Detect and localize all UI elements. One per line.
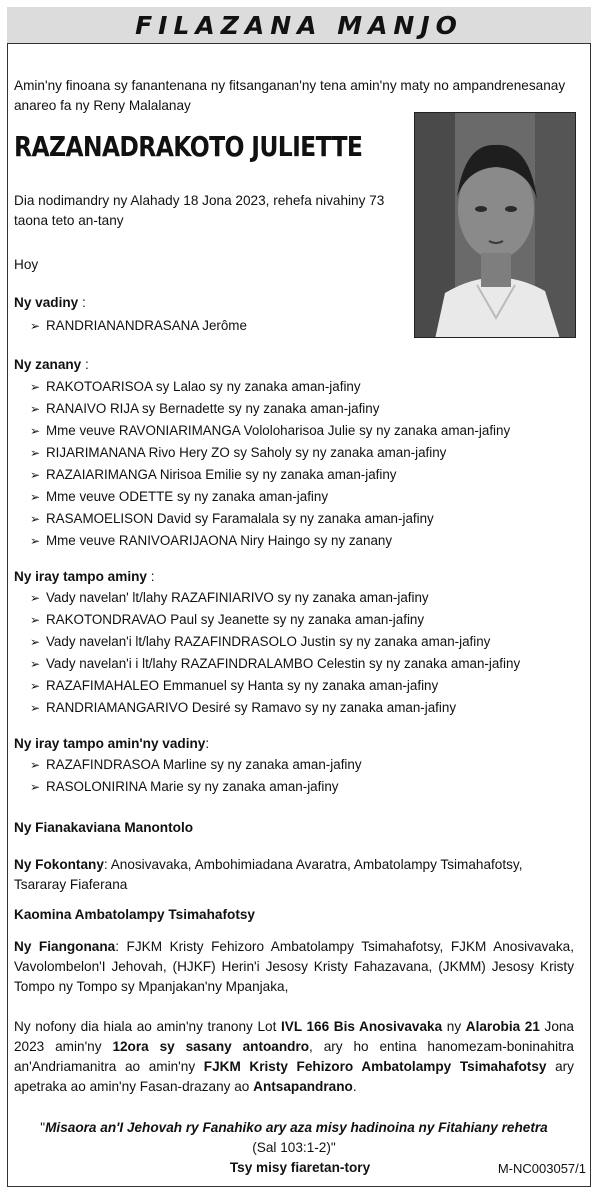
nofony-text-2: ny (442, 1019, 466, 1034)
list-item-text: RASOLONIRINA Marie sy ny zanaka aman-jafiny (46, 779, 339, 794)
list-item-text: RIJARIMANANA Rivo Hery ZO sy Saholy sy ny zanaka aman-jafiny (46, 445, 447, 460)
nofony-address: IVL 166 Bis Anosivavaka (280, 1019, 443, 1034)
list-item (30, 530, 510, 552)
nofony-time: 12ora sy sasany antoandro (112, 1039, 310, 1054)
list-item (30, 653, 520, 675)
heading-colon: : (81, 357, 89, 372)
heading-text: Ny zanany (14, 357, 82, 372)
list-item (30, 754, 362, 776)
portrait-image (415, 113, 576, 338)
bible-quote (14, 1118, 574, 1158)
nofony-text-1: Ny nofony dia hiala ao amin'ny tranony Lot (14, 1019, 281, 1034)
arrow-icon: ➢ (30, 424, 41, 438)
arrow-icon: ➢ (30, 613, 41, 627)
list-item-text: Vady navelan' lt/lahy RAZAFINIARIVO sy ny zanaka aman-jafiny (46, 590, 429, 605)
list-item-text: RAKOTONDRAVAO Paul sy Jeanette sy ny zanaka aman-jafiny (46, 612, 425, 627)
arrow-icon: ➢ (30, 319, 41, 333)
fianakaviana-heading: Ny Fianakaviana Manontolo (14, 820, 194, 835)
fokontany-label: Ny Fokontany (14, 857, 104, 872)
list-item (30, 315, 247, 337)
list-item-text: RAKOTOARISOA sy Lalao sy ny zanaka aman-jafiny (46, 379, 361, 394)
list-item (30, 508, 510, 530)
arrow-icon: ➢ (30, 701, 41, 715)
list-item (30, 587, 520, 609)
nofony-text-6: . (352, 1079, 357, 1094)
list-item-text: RANAIVO RIJA sy Bernadette sy ny zanaka aman-jafiny (46, 401, 380, 416)
list-item (30, 376, 510, 398)
zanany-list (30, 376, 510, 552)
arrow-icon: ➢ (30, 446, 41, 460)
list-item-text: Vady navelan'i lt/lahy RAZAFINDRASOLO Justin sy ny zanaka aman-jafiny (46, 634, 491, 649)
list-item-text: RANDRIAMANGARIVO Desiré sy Ramavo sy ny zanaka aman-jafiny (46, 700, 457, 715)
arrow-icon: ➢ (30, 635, 41, 649)
heading-colon: : (205, 736, 210, 751)
nofony-day: Alarobia 21 (465, 1019, 540, 1034)
nofony-text-5: ary apetraka ao amin'ny Fasan-drazany ao (14, 1059, 574, 1094)
list-item-text: RANDRIANANDRASANA Jerôme (46, 318, 247, 333)
list-item (30, 442, 510, 464)
fokontany-paragraph (14, 855, 574, 895)
arrow-icon: ➢ (30, 679, 41, 693)
list-item (30, 675, 520, 697)
list-item (30, 631, 520, 653)
iray-tampo-list (30, 587, 520, 719)
header-banner (7, 7, 591, 44)
no-wake-notice: Tsy misy fiaretan-tory (229, 1160, 371, 1175)
quote-reference: (Sal 103:1-2)" (252, 1140, 336, 1155)
list-item-text: Mme veuve RANIVOARIJAONA Niry Haingo sy ny zanany (46, 533, 393, 548)
page-title: FILAZANA MANJO (135, 10, 463, 40)
arrow-icon: ➢ (30, 380, 41, 394)
nofony-church: FJKM Kristy Fehizoro Ambatolampy Tsimahafotsy (203, 1059, 547, 1074)
heading-text: Ny vadiny (14, 295, 79, 310)
arrow-icon: ➢ (30, 591, 41, 605)
list-item (30, 609, 520, 631)
section-heading-vadiny (14, 293, 86, 313)
kaomina-heading: Kaomina Ambatolampy Tsimahafotsy (14, 907, 255, 922)
arrow-icon: ➢ (30, 534, 41, 548)
heading-text: Ny iray tampo amin'ny vadiny (14, 736, 206, 751)
quote-open-mark: " (40, 1120, 46, 1135)
list-item-text: RAZAFIMAHALEO Emmanuel sy Hanta sy ny zanaka aman-jafiny (46, 678, 439, 693)
arrow-icon: ➢ (30, 468, 41, 482)
arrow-icon: ➢ (30, 758, 41, 772)
list-item (30, 464, 510, 486)
list-item (30, 776, 362, 798)
deceased-name: RAZANADRAKOTO JULIETTE (14, 130, 363, 163)
nofony-burial-place: Antsapandrano (253, 1079, 353, 1094)
list-item-text: Vady navelan'i i lt/lahy RAZAFINDRALAMBO Celestin sy ny zanaka aman-jafiny (46, 656, 521, 671)
death-announcement: Dia nodimandry ny Alahady 18 Jona 2023, rehefa nivahiny 73 taona teto an-tany (14, 193, 385, 228)
list-item-text: Mme veuve ODETTE sy ny zanaka aman-jafiny (46, 489, 329, 504)
vadiny-list (30, 315, 247, 337)
nofony-text-4: , ary ho entina hanomezam-boninahitra an'Andriamanitra ao amin'ny (14, 1039, 574, 1074)
fiangonana-text: : FJKM Kristy Fehizoro Ambatolampy Tsimahafotsy, FJKM Anosivavaka, Vavolombelon'I Jehovah, (HJKF) Herin'i Jesosy Kristy Fahazavana, (JKMM) Jesosy Kristy Tompo ny Tompo sy Mpanjakan'ny Mpanjaka, (14, 939, 574, 994)
intro-text: Amin'ny finoana sy fanantenana ny fitsanganan'ny tena amin'ny maty no ampandrenesanay anareo fa ny Reny Malalanay (14, 78, 566, 113)
list-item (30, 420, 510, 442)
section-heading-iray-tampo (14, 567, 155, 587)
heading-colon: : (146, 569, 155, 584)
arrow-icon: ➢ (30, 490, 41, 504)
fiangonana-label: Ny Fiangonana (14, 939, 116, 954)
list-item-text: Mme veuve RAVONIARIMANGA Vololoharisoa Julie sy ny zanaka aman-jafiny (46, 423, 511, 438)
reference-code: M-NC003057/1 (497, 1161, 586, 1176)
heading-text: Ny iray tampo aminy (14, 569, 147, 584)
fiangonana-paragraph (14, 937, 574, 997)
list-item-text: RAZAFINDRASOA Marline sy ny zanaka aman-jafiny (46, 757, 362, 772)
arrow-icon: ➢ (30, 780, 41, 794)
heading-colon: : (78, 295, 86, 310)
list-item-text: RASAMOELISON David sy Faramalala sy ny zanaka aman-jafiny (46, 511, 434, 526)
list-item (30, 398, 510, 420)
arrow-icon: ➢ (30, 657, 41, 671)
arrow-icon: ➢ (30, 512, 41, 526)
hoy-label: Hoy (14, 257, 39, 272)
section-heading-zanany (14, 355, 89, 375)
nofony-text-3: Jona 2023 amin'ny (14, 1019, 574, 1054)
quote-line: Misaora an'I Jehovah ry Fanahiko ary aza misy hadinoina ny Fitahiany rehetra (45, 1120, 548, 1135)
list-item-text: RAZAIARIMANGA Nirisoa Emilie sy ny zanaka aman-jafiny (46, 467, 397, 482)
iray-tampo-vadiny-list (30, 754, 362, 798)
fokontany-text: : Anosivavaka, Ambohimiadana Avaratra, Ambatolampy Tsimahafotsy, Tsararay Fiaferana (14, 857, 523, 892)
list-item (30, 486, 510, 508)
funeral-details (14, 1017, 574, 1097)
deceased-photo (414, 112, 576, 338)
list-item (30, 697, 520, 719)
section-heading-iray-tampo-vadiny (14, 734, 209, 754)
arrow-icon: ➢ (30, 402, 41, 416)
